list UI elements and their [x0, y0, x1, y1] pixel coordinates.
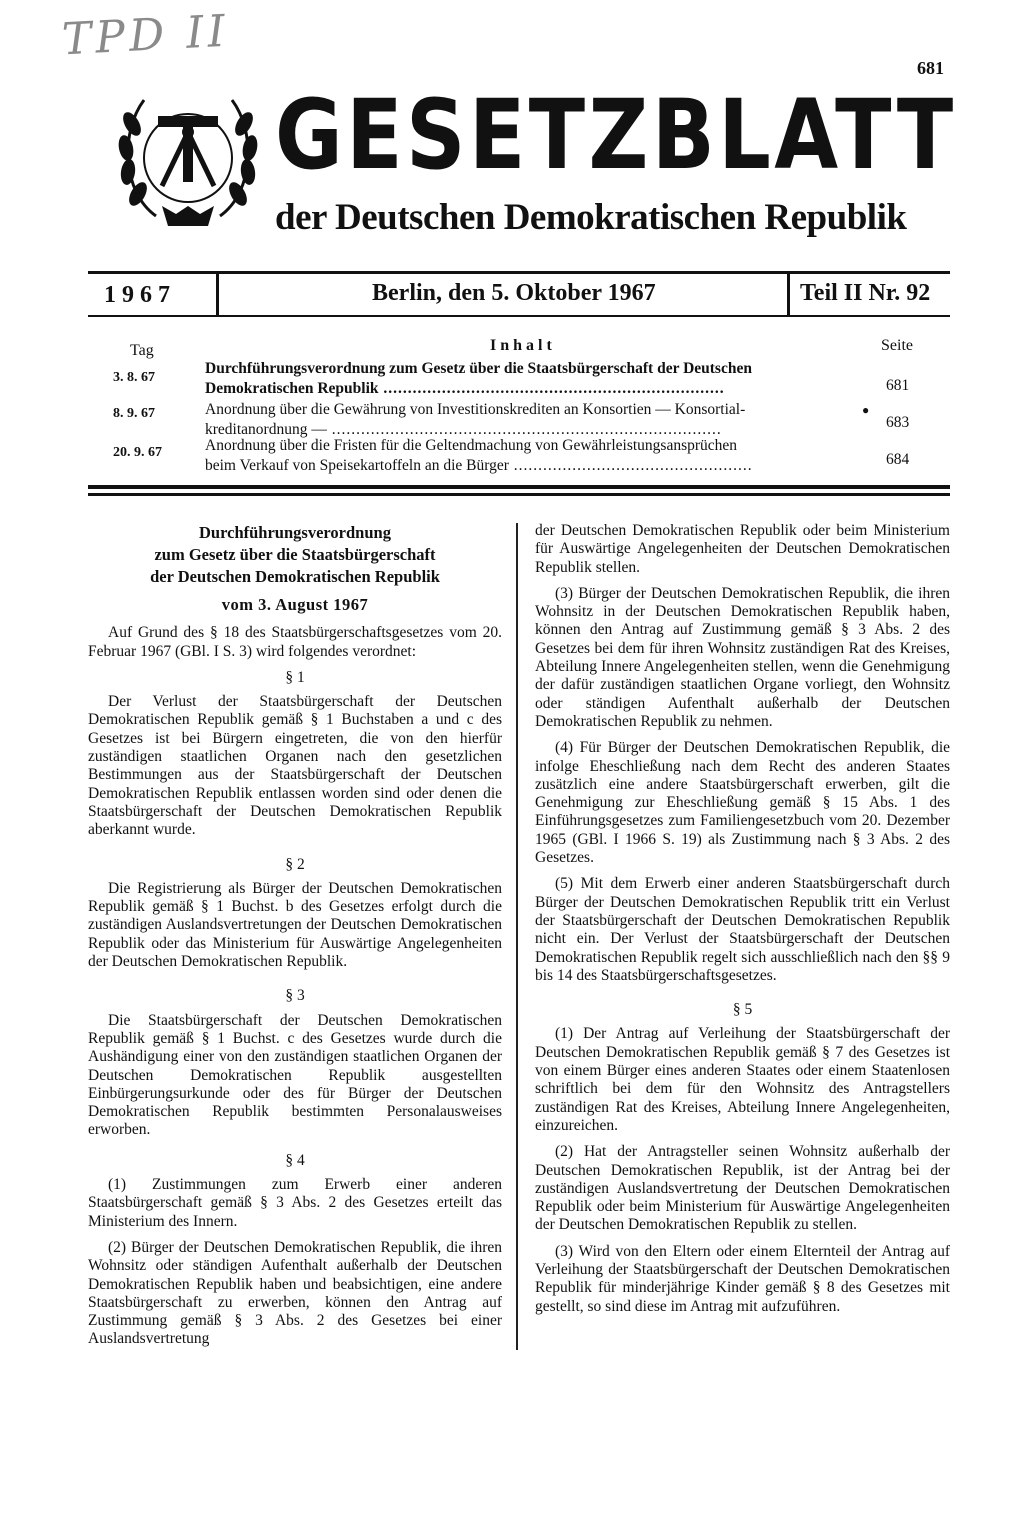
section-paragraph-continued: der Deutschen Demokratischen Republik oder beim Ministerium für Auswärtige Angelegenheiten der Deutschen Demokratischen Republik stellen. — [535, 522, 950, 576]
article-title-line: Durchführungsverordnung — [199, 523, 391, 542]
section-heading: § 3 — [285, 987, 305, 1005]
toc-column-day: Tag — [130, 342, 154, 359]
section-heading: § 1 — [285, 668, 305, 686]
toc-entry-page: 684 — [886, 451, 910, 468]
toc-entry: Durchführungsverordnung zum Gesetz über die Staatsbürgerschaft der Deutschen Demokratischen Republik ...................................................................... — [205, 359, 843, 399]
handwritten-note: TPD II — [60, 5, 231, 66]
article-right-column — [535, 522, 950, 1316]
toc-entry-title: Anordnung über die Gewährung von Investitionskrediten an Konsortien — Konsortial- — [205, 401, 746, 418]
issue-place-date: Berlin, den 5. Oktober 1967 — [372, 280, 656, 306]
section-heading: § 4 — [285, 1151, 305, 1169]
article-title — [88, 522, 502, 588]
article-date: vom 3. August 1967 — [221, 595, 369, 614]
section-paragraph: (1) Der Antrag auf Verleihung der Staatsbürgerschaft der Deutschen Demokratischen Republik gemäß § 7 des Gesetzes ist von einem Bürger eines anderen Staates oder einem Staatenlosen schriftlich bei dem für den Wohnsitz des Antragstellers zuständigen Rat des Kreises, Abteilung Innere Angelegenheiten, einzureichen. — [535, 1025, 950, 1134]
ink-mark: ● — [862, 403, 870, 417]
toc-heading: Inhalt — [490, 337, 556, 354]
article-title-line: der Deutschen Demokratischen Republik — [150, 567, 440, 586]
issue-bar-bottom-rule — [88, 315, 950, 317]
toc-entry-date: 8. 9. 67 — [113, 406, 155, 421]
section-text: Der Verlust der Staatsbürgerschaft der Deutschen Demokratischen Republik gemäß § 1 Buchstaben a und c des Gesetzes ist bei Bürgern eingetreten, die von den hierfür zuständigen staatlichen Organen nach den gesetzlichen Bestimmungen aus der Staatsbürgerschaft der Deutschen Demokratischen Republik entlassen worden sind oder denen die Staatsbürgerschaft der Deutschen Demokratischen Republik aberkannt wurde. — [88, 693, 502, 839]
issue-year: 1967 — [104, 282, 176, 308]
section-text: Die Registrierung als Bürger der Deutschen Demokratischen Republik gemäß § 1 Buchst. b des Gesetzes erfolgt durch die zuständigen Auslandsvertretungen der Deutschen Demokratischen Republik oder das Ministerium für Auswärtige Angelegenheiten der Deutschen Demokratischen Republik. — [88, 879, 502, 971]
section-text: Die Staatsbürgerschaft der Deutschen Demokratischen Republik gemäß § 1 Buchst. c des Gesetzes wurde durch die Aushändigung einer von den zuständigen staatlichen Organen der Deutschen Demokratischen Republik ausgestellten Einbürgerungsurkunde oder des für Bürger der Deutschen Demokratischen Republik bestimmten Personalausweises erworben. — [88, 1011, 502, 1139]
section-paragraph: (5) Mit dem Erwerb einer anderen Staatsbürgerschaft durch Bürger der Deutschen Demokratischen Republik tritt ein Verlust der Staatsbürgerschaft der Deutschen Demokratischen Republik nicht ein. Der Verlust der Staatsbürgerschaft der Deutschen Demokratischen Republik regelt sich ausschließlich nach den §§ 9 bis 14 des Staatsbürgerschaftsgesetzes. — [535, 875, 950, 984]
toc-entry-title: Anordnung über die Fristen für die Geltendmachung von Gewährleistungsansprüchen — [205, 437, 738, 454]
toc-bottom-rule — [88, 485, 950, 489]
page-number: 681 — [917, 58, 944, 78]
article-title-line: zum Gesetz über die Staatsbürgerschaft — [154, 545, 436, 564]
column-divider — [516, 523, 518, 1350]
toc-column-page: Seite — [881, 337, 913, 354]
section-paragraph: (2) Bürger der Deutschen Demokratischen Republik, die ihren Wohnsitz oder ständigen Aufenthalt außerhalb der Deutschen Demokratischen Republik haben und beabsichtigen, eine andere Staatsbürgerschaft zu erwerben, können den Antrag auf Zustimmung gemäß § 3 Abs. 2 des Gesetzes bei einer Auslandsvertretung — [88, 1238, 502, 1348]
toc-entry-date: 3. 8. 67 — [113, 370, 155, 385]
toc-entry-title: Durchführungsverordnung zum Gesetz über die Staatsbürgerschaft der Deutschen — [205, 360, 752, 377]
toc-entry: Anordnung über die Fristen für die Geltendmachung von Gewährleistungsansprüchen beim Verkauf von Speisekartoffeln an die Bürger ................................................. — [205, 436, 843, 476]
state-emblem-icon — [116, 80, 260, 236]
article-left-column — [88, 522, 502, 1349]
toc-entry-date: 20. 9. 67 — [113, 445, 162, 460]
toc-entry-page: 681 — [886, 377, 910, 394]
issue-part-number: Teil II Nr. 92 — [800, 280, 931, 306]
toc-entry-title-cont: Demokratischen Republik — [205, 380, 379, 397]
toc-bottom-rule — [88, 493, 950, 496]
section-paragraph: (3) Bürger der Deutschen Demokratischen Republik, die ihren Wohnsitz in der Deutschen Demokratischen Republik haben, können den Antrag auf Zustimmung gemäß § 3 Abs. 2 des Gesetzes bei dem für ihren Wohnsitz zuständigen Rat des Kreises, Abteilung Innere Angelegenheiten stellen, wenn die Genehmigung der dafür zuständigen staatlichen Organe vorliegt, den Wohnsitz oder ständigen Aufenthalt außerhalb der Deutschen Demokratischen Republik zu nehmen. — [535, 584, 950, 730]
masthead-subtitle: der Deutschen Demokratischen Republik — [275, 197, 907, 238]
masthead-title: GESETZBLATT — [275, 79, 957, 191]
toc-entry-title-cont: beim Verkauf von Speisekartoffeln an die Bürger — [205, 457, 509, 474]
article-preamble: Auf Grund des § 18 des Staatsbürgerschaftsgesetzes vom 20. Februar 1967 (GBl. I S. 3) wird folgendes verordnet: — [88, 624, 502, 660]
section-heading: § 5 — [732, 1001, 753, 1019]
issue-bar-divider — [787, 273, 790, 316]
section-paragraph: (2) Hat der Antragsteller seinen Wohnsitz außerhalb der Deutschen Demokratischen Republik, ist der Antrag bei der zuständigen Auslandsvertretung der Deutschen Demokratischen Republik oder beim Ministerium für Auswärtige Angelegenheiten der Deutschen Demokratischen Republik zu stellen. — [535, 1143, 950, 1234]
toc-entry-title-cont: kreditanordnung — — [205, 421, 327, 438]
section-paragraph: (3) Wird von den Eltern oder einem Elternteil der Antrag auf Verleihung der Staatsbürgerschaft der Deutschen Demokratischen Republik für minderjährige Kinder gemäß § 8 des Gesetzes mit gestellt, so sind diese im Antrag mit aufzuführen. — [535, 1242, 950, 1315]
toc-entry-page: 683 — [886, 414, 910, 431]
section-heading: § 2 — [285, 855, 305, 873]
section-paragraph: (1) Zustimmungen zum Erwerb einer anderen Staatsbürgerschaft gemäß § 3 Abs. 2 des Gesetzes erteilt das Ministerium des Innern. — [88, 1176, 502, 1230]
section-paragraph: (4) Für Bürger der Deutschen Demokratischen Republik, die infolge Eheschließung nach dem Recht des anderen Staates zusätzlich eine andere Staatsbürgerschaft erwerben, gilt die Genehmigung zur Eheschließung gemäß § 15 Abs. 1 des Einführungsgesetzes zum Familiengesetzbuch vom 20. Dezember 1965 (GBl. I 1966 S. 19) als Zustimmung nach § 3 Abs. 2 des Gesetzes. — [535, 739, 950, 867]
toc-entry: Anordnung über die Gewährung von Investitionskrediten an Konsortien — Konsortial- kreditanordnung — ................................................................................ — [205, 400, 843, 440]
issue-bar-divider — [216, 273, 219, 316]
